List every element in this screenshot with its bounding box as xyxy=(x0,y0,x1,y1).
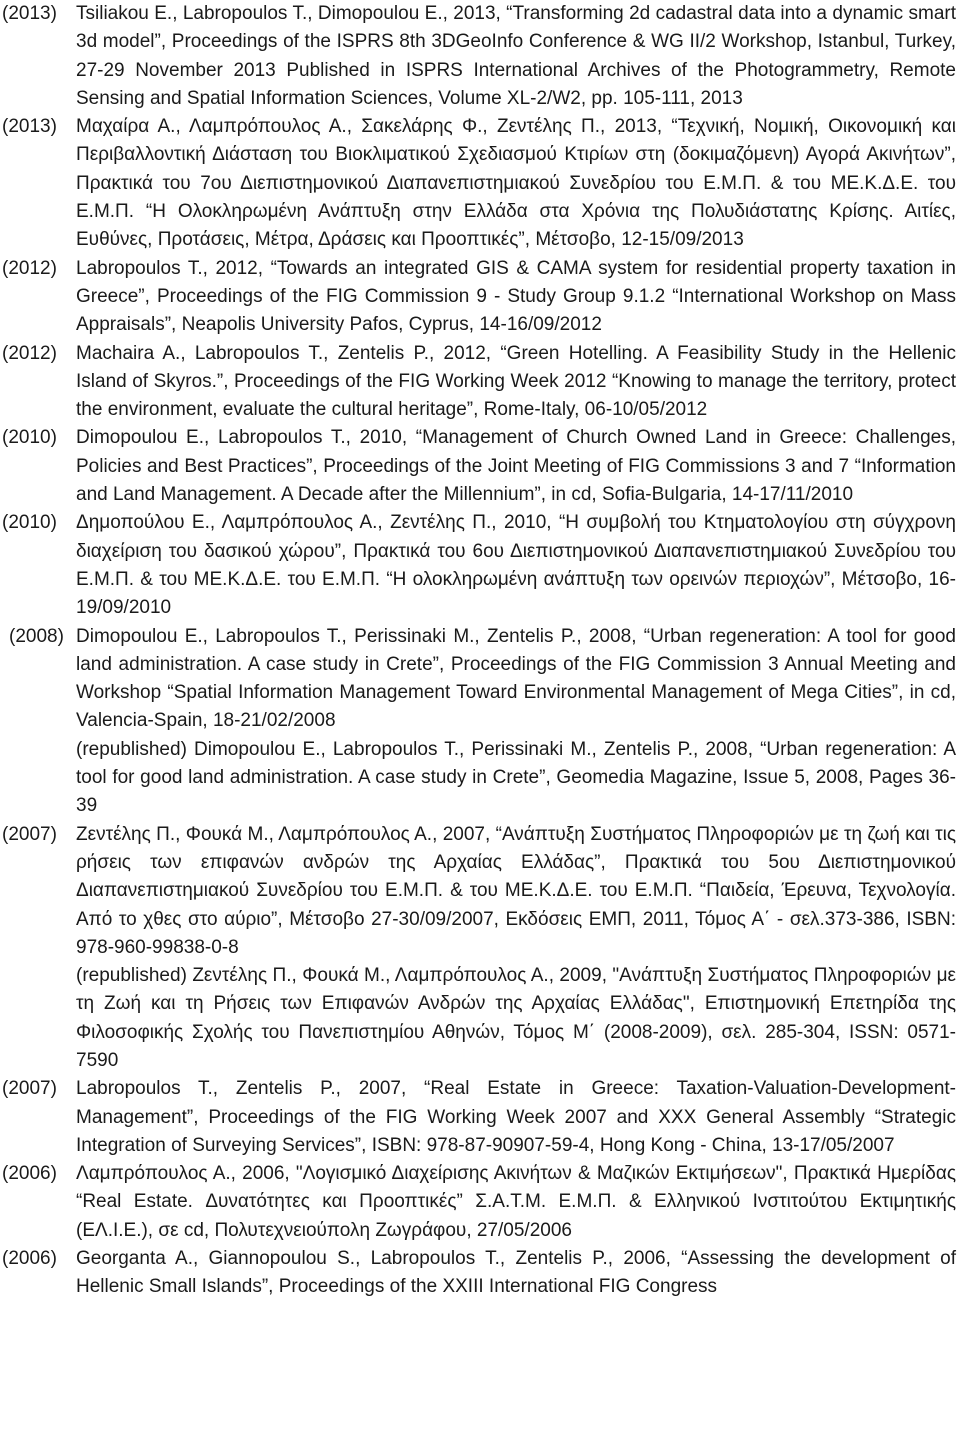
reference-entry xyxy=(0,1160,960,1245)
reference-text: Labropoulos T., Zentelis P., 2007, “Real Estate in Greece: Taxation-Valuation-Development-Management”, Proceedings of the FIG Working Week 2007 and XXX General Assembly “Strategic Integration of Surveying Services”, ISBN: 978-87-90907-59-4, Hong Kong - China, 13-17/05/2007 xyxy=(76,1078,956,1156)
reference-body xyxy=(76,255,960,340)
reference-body xyxy=(76,113,960,254)
reference-text: Georganta A., Giannopoulou S., Labropoulos T., Zentelis P., 2006, “Assessing the development of Hellenic Small Islands”, Proceedings of the XXIII International FIG Congress xyxy=(76,1248,956,1298)
reference-text: Machaira A., Labropoulos T., Zentelis P., 2012, “Green Hotelling. A Feasibility Study in the Hellenic Island of Skyros.”, Proceedings of the FIG Working Week 2012 “Knowing to manage the territory, protect the environment, evaluate the cultural heritage”, Rome-Italy, 06-10/05/2012 xyxy=(76,342,956,421)
reference-text: (republished) Dimopoulou E., Labropoulos T., Perissinaki M., Zentelis P., 2008, “Urban regeneration: A tool for good land administration. A case study in Crete”, Geomedia Magazine, Issue 5, 2008, Pages 36-39 xyxy=(76,738,956,817)
reference-body xyxy=(76,509,960,622)
reference-body xyxy=(76,1160,960,1245)
reference-text: Λαμπρόπουλος Α., 2006, "Λογισμικό Διαχείρισης Ακινήτων & Μαζικών Εκτιμήσεων", Πρακτικά Ημερίδας “Real Estate. Δυνατότητες και Προοπτικές” Σ.Α.Τ.Μ. Ε.Μ.Π. & Ελληνικού Ινστιτούτου Εκτιμητικής (ΕΛ.Ι.Ε.), σε cd, Πολυτεχνειούπολη Ζωγράφου, 27/05/2006 xyxy=(76,1163,956,1241)
reference-entry xyxy=(0,255,960,340)
reference-body xyxy=(76,340,960,425)
reference-year: (2006) xyxy=(2,1163,57,1185)
reference-text: Labropoulos T., 2012, “Towards an integrated GIS & CAMA system for residential property taxation in Greece”, Proceedings of the FIG Commission 9 - Study Group 9.1.2 “International Workshop on Mass Appraisals”, Neapolis University Pafos, Cyprus, 14-16/09/2012 xyxy=(76,257,956,336)
reference-entry xyxy=(0,821,960,1076)
reference-body xyxy=(76,1245,960,1302)
reference-year: (2013) xyxy=(2,3,57,24)
reference-year: (2008) xyxy=(9,625,64,647)
reference-text: Dimopoulou E., Labropoulos T., Perissinaki M., Zentelis P., 2008, “Urban regeneration: A tool for good land administration. A case study in Crete”, Proceedings of the FIG Commission 3 Annual Meeting and Workshop “Spatial Information Management Toward Environmental Management of Mega Cities”, in cd, Valencia-Spain, 18-21/02/2008 xyxy=(76,625,956,732)
reference-text: Tsiliakou E., Labropoulos T., Dimopoulou E., 2013, “Transforming 2d cadastral data into a dynamic smart 3d model”, Proceedings of the ISPRS 8th 3DGeoInfo Conference & WG II/2 Workshop, Istanbul, Turkey, 27-29 November 2013 Published in ISPRS International Archives of the Photogrammetry, Remote Sensing and Spatial Information Sciences, Volume XL-2/W2, pp. 105-111, 2013 xyxy=(76,3,956,109)
reference-body xyxy=(76,821,960,1076)
reference-year: (2013) xyxy=(2,116,57,138)
reference-body xyxy=(76,0,960,113)
reference-text: Dimopoulou E., Labropoulos T., 2010, “Management of Church Owned Land in Greece: Challenges, Policies and Best Practices”, Proceedings of the Joint Meeting of FIG Commissions 3 and 7 “Information and Land Management. A Decade after the Millennium”, in cd, Sofia-Bulgaria, 14-17/11/2010 xyxy=(76,427,956,506)
reference-entry xyxy=(0,1245,960,1302)
reference-entry xyxy=(0,509,960,622)
reference-entry xyxy=(0,340,960,425)
reference-year: (2010) xyxy=(2,512,57,534)
reference-entry xyxy=(0,623,960,821)
reference-body xyxy=(76,424,960,509)
reference-entry xyxy=(0,1075,960,1160)
reference-text: Μαχαίρα Α., Λαμπρόπουλος Α., Σακελάρης Φ., Ζεντέλης Π., 2013, “Τεχνική, Νομική, Οικονομική και Περιβαλλοντική Διάσταση του Βιοκλιματικού Σχεδιασμού Κτιρίων στη (δοκιμαζόμενη) Αγορά Ακινήτων”, Πρακτικά του 7ου Διεπιστημονικού Διαπανεπιστημιακού Συνεδρίου του Ε.Μ.Π. & του ΜΕ.Κ.Δ.Ε. του Ε.Μ.Π. “Η Ολοκληρωμένη Ανάπτυξη στην Ελλάδα στα Χρόνια της Πολυδιάστατης Κρίσης. Αιτίες, Ευθύνες, Προτάσεις, Μέτρα, Δράσεις και Προοπτικές”, Μέτσοβο, 12-15/09/2013 xyxy=(76,116,956,251)
reference-text: Ζεντέλης Π., Φουκά Μ., Λαμπρόπουλος Α., 2007, “Ανάπτυξη Συστήματος Πληροφοριών με τη ζωή και τις ρήσεις των επιφανών ανδρών της Αρχαίας Ελλάδας”, Πρακτικά του 5ου Διεπιστημονικού Διαπανεπιστημιακού Συνεδρίου του Ε.Μ.Π. & του ΜΕ.Κ.Δ.Ε. του Ε.Μ.Π. “Παιδεία, Έρευνα, Τεχνολογία. Από το χθες στο αύριο”, Μέτσοβο 27-30/09/2007, Εκδόσεις ΕΜΠ, 2011, Τόμος Α΄ - σελ.373-386, ISBN: 978-960-99838-0-8 xyxy=(76,823,956,958)
reference-year: (2010) xyxy=(2,427,57,449)
reference-text: Δημοπούλου Ε., Λαμπρόπουλος Α., Ζεντέλης Π., 2010, “Η συμβολή του Κτηματολογίου στη σύγχρονη διαχείριση του δασικού χώρου”, Πρακτικά του 6ου Διεπιστημονικού Διαπανεπιστημιακού Συνεδρίου του Ε.Μ.Π. & του ΜΕ.Κ.Δ.Ε. του Ε.Μ.Π. “Η ολοκληρωμένη ανάπτυξη των ορεινών περιοχών”, Μέτσοβο, 16-19/09/2010 xyxy=(76,512,956,619)
reference-entry xyxy=(0,424,960,509)
reference-year: (2012) xyxy=(2,342,57,364)
reference-year: (2006) xyxy=(2,1248,57,1270)
reference-text: (republished) Ζεντέλης Π., Φουκά Μ., Λαμπρόπουλος Α., 2009, "Ανάπτυξη Συστήματος Πληροφοριών με τη Ζωή και τη Ρήσεις των Επιφανών Ανδρών της Αρχαίας Ελλάδας", Επιστημονική Επετηρίδα της Φιλοσοφικής Σχολής του Πανεπιστημίου Αθηνών, Τόμος Μ΄ (2008-2009), σελ. 285-304, ISSN: 0571-7590 xyxy=(76,965,956,1071)
reference-entry xyxy=(0,0,960,113)
reference-year: (2012) xyxy=(2,257,57,279)
reference-year: (2007) xyxy=(2,1078,57,1100)
reference-year: (2007) xyxy=(2,823,57,845)
reference-body xyxy=(76,1075,960,1160)
reference-body xyxy=(76,623,960,821)
reference-entry xyxy=(0,113,960,254)
